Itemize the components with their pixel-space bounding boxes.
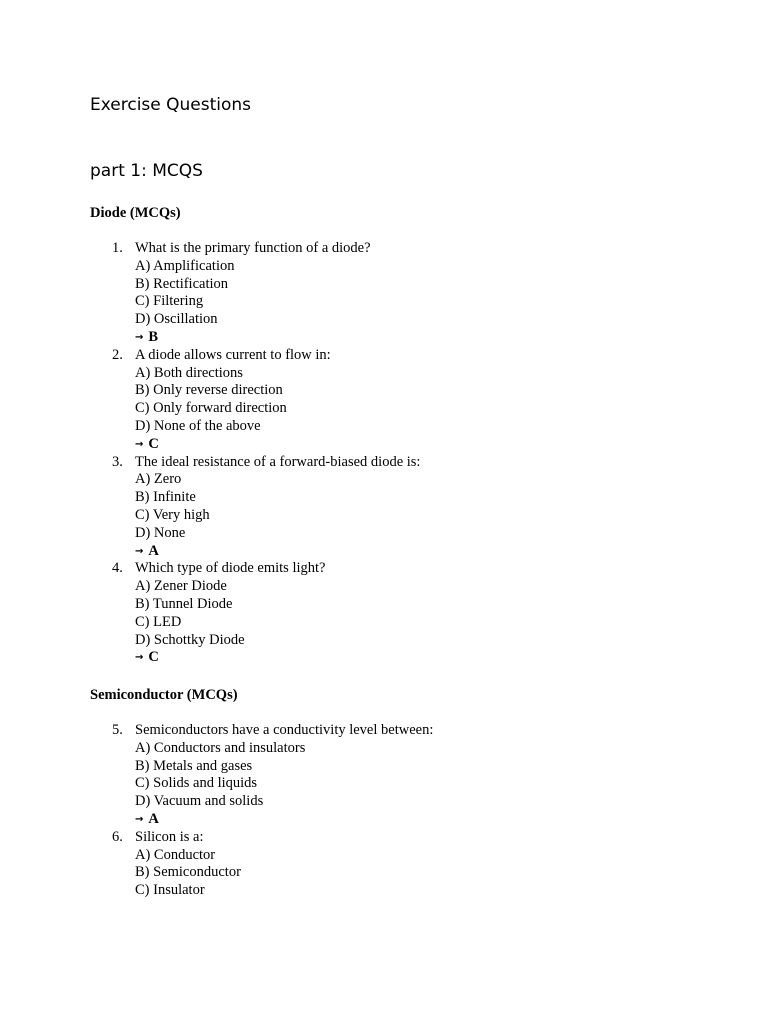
answer-key (135, 329, 768, 347)
document-title: Exercise Questions (90, 95, 252, 115)
question-number: 4. (112, 560, 123, 577)
question-text: Semiconductors have a conductivity level between: (135, 722, 434, 738)
question-number: 3. (112, 453, 123, 470)
question-text: Which type of diode emits light? (135, 560, 326, 577)
right-arrow-icon: → (135, 652, 144, 664)
right-arrow-icon: → (135, 545, 144, 557)
answer-option: A) Conductors and insulators (135, 739, 306, 756)
answer-option: C) Filtering (135, 293, 204, 310)
section-heading-semiconductor: Semiconductor (MCQs) (90, 687, 238, 703)
answer-option: C) Insulator (135, 882, 205, 899)
answer-option: A) Both directions (135, 364, 243, 381)
question-number: 2. (112, 346, 123, 363)
part-heading: part 1: MCQS (90, 161, 203, 181)
section-heading-diode: Diode (MCQs) (90, 205, 181, 221)
answer-option: B) Tunnel Diode (135, 595, 233, 612)
answer-letter: B (148, 328, 159, 345)
question-item (0, 347, 768, 454)
answer-option: B) Rectification (135, 275, 229, 292)
question-item (0, 240, 768, 347)
answer-option: D) Schottky Diode (135, 631, 245, 648)
question-text: The ideal resistance of a forward-biased diode is: (135, 453, 421, 470)
answer-option: A) Conductor (135, 846, 216, 863)
question-text: What is the primary function of a diode? (135, 240, 371, 256)
answer-option: B) Metals and gases (135, 757, 253, 774)
answer-option: B) Only reverse direction (135, 382, 283, 399)
question-list-diode (0, 240, 768, 667)
question-number: 6. (112, 828, 123, 845)
question-item (0, 454, 768, 561)
right-arrow-icon: → (135, 813, 144, 825)
question-item (0, 829, 768, 900)
answer-key (135, 436, 768, 454)
question-text: A diode allows current to flow in: (135, 346, 331, 363)
answer-option: B) Semiconductor (135, 864, 241, 881)
answer-letter: A (148, 542, 159, 559)
question-text: Silicon is a: (135, 828, 204, 845)
answer-option: D) Vacuum and solids (135, 793, 264, 810)
question-item (0, 722, 768, 829)
answer-option: A) Zener Diode (135, 578, 227, 595)
answer-letter: C (148, 435, 159, 452)
right-arrow-icon: → (135, 331, 144, 343)
answer-option: D) None of the above (135, 417, 261, 434)
answer-option: B) Infinite (135, 489, 196, 506)
answer-option: A) Amplification (135, 257, 235, 274)
answer-option: D) Oscillation (135, 311, 218, 328)
question-number: 5. (112, 722, 123, 738)
answer-key (135, 649, 768, 667)
answer-option: D) None (135, 524, 186, 541)
question-number: 1. (112, 240, 123, 256)
answer-option: C) Solids and liquids (135, 775, 258, 792)
answer-option: A) Zero (135, 471, 182, 488)
answer-option: C) LED (135, 613, 182, 630)
answer-letter: A (148, 810, 159, 827)
answer-option: C) Only forward direction (135, 400, 287, 417)
question-item (0, 560, 768, 667)
answer-key (135, 811, 768, 829)
answer-letter: C (148, 649, 159, 666)
answer-option: C) Very high (135, 506, 210, 523)
right-arrow-icon: → (135, 438, 144, 450)
answer-key (135, 543, 768, 561)
question-list-semiconductor (0, 722, 768, 900)
